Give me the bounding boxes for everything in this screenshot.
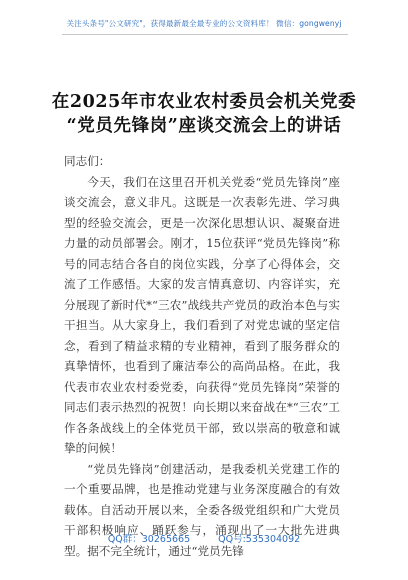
paragraph: “党员先锋岗”创建活动，是我委机关党建工作的一个重要品牌，也是推动党建与业务深度融合的有效载体。自活动开展以来，全委各级党组织和广大党员干部积极响应、踊跃参与，涌现出了一大批先进典型。据不完全统计，通过“党员先锋 [64, 461, 340, 558]
document-title-line-2: “党员先锋岗”座谈交流会上的讲话 [66, 116, 342, 136]
promo-banner: 关注头条号"公文研究"，获得最新最全最专业的公文资料库！ 微信：gongwenyj [66, 19, 342, 28]
document-title-line-1: 在2025年市农业农村委员会机关党委 [51, 92, 357, 112]
document-body [64, 151, 340, 561]
header-divider [62, 34, 348, 35]
salutation: 同志们： [64, 154, 111, 168]
qq-group-text: QQ群：30265665 [107, 534, 191, 545]
footer [0, 531, 408, 545]
paragraph: 今天，我们在这里召开机关党委“党员先锋岗”座谈交流会，意义非凡。这既是一次表彰先进、学习典型的经验交流会，更是一次深化思想认识、凝聚奋进力量的动员部署会。刚才，15位获评“党员先锋岗”称号的同志结合各自的岗位实践，分享了心得体会，交流了工作感悟。大家的发言情真意切、内容详实，充分展现了新时代*“三农”战线共产党员的政治本色与实干担当。从大家身上，我们看到了对党忠诚的坚定信念，看到了精益求精的专业精神，看到了服务群众的真挚情怀，也看到了廉洁奉公的高尚品格。在此，我代表市农业农村委党委，向获得“党员先锋岗”荣誉的同志们表示热烈的祝贺！向长期以来奋战在*“三农”工作各条战线上的全体党员干部，致以崇高的敬意和诚挚的问候！ [64, 174, 340, 455]
qq-number-text: QQ号:535304092 [218, 534, 301, 545]
